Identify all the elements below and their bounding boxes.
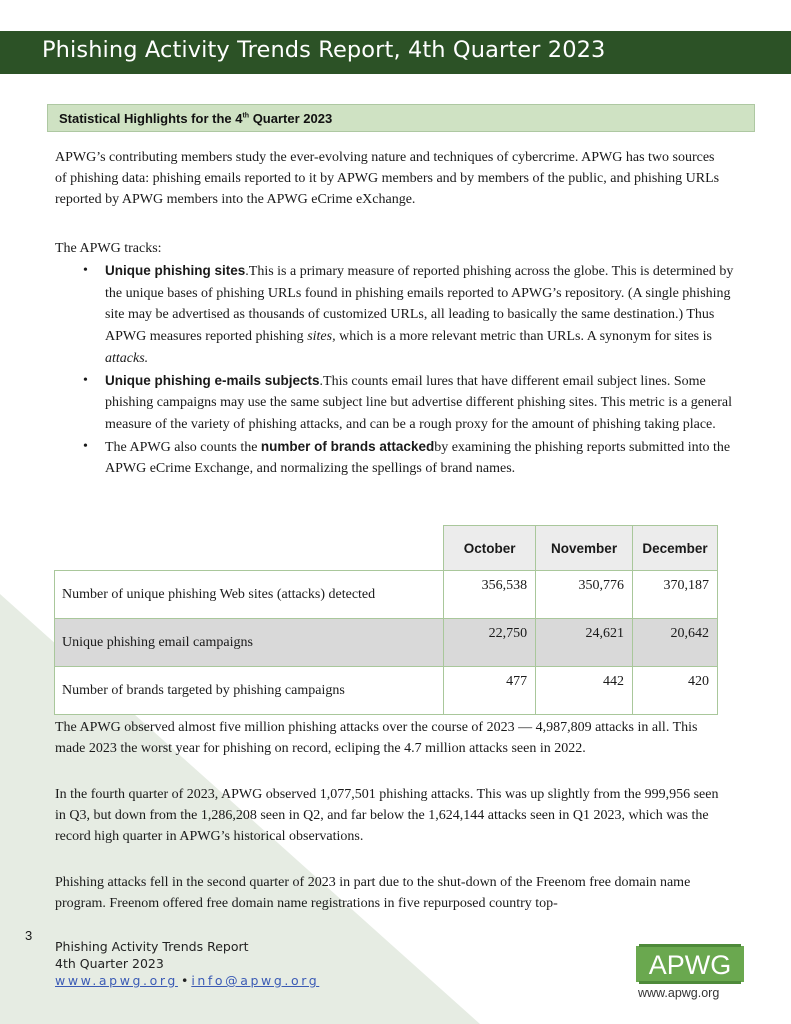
- logo-top-band: [639, 944, 741, 947]
- table-row: [55, 667, 718, 715]
- bullet-term: number of brands attacked: [260, 438, 435, 454]
- quarterly-paragraph: In the fourth quarter of 2023, APWG observed 1,077,501 phishing attacks. This was up slightly from the 999,956 seen in Q3, but down from the 1,286,208 seen in Q2, and far below the 1,624,144 attacks seen in Q1 2023, which was the record high quarter in APWG’s historical observations.: [55, 787, 719, 844]
- freenom-paragraph: Phishing attacks fell in the second quarter of 2023 in part due to the shut-down of the Freenom free domain name program. Freenom offered free domain name registrations in five repurposed country top-: [55, 875, 691, 911]
- footer-quarter: 4th Quarter 2023: [55, 956, 164, 971]
- section-heading-bar: [47, 104, 755, 132]
- bullet-term: Unique phishing e-mails subjects: [105, 372, 320, 388]
- bullet-term: Unique phishing sites: [105, 263, 246, 278]
- section-heading-sup: th: [242, 112, 250, 120]
- bullet-marker: •: [83, 372, 88, 388]
- email-link[interactable]: info@apwg.org: [191, 973, 320, 988]
- cell-value: 20,642: [633, 619, 718, 667]
- report-title: Phishing Activity Trends Report, 4th Quarter 2023: [42, 37, 606, 63]
- bullet-text: The APWG also counts the: [105, 439, 261, 455]
- cell-value: 477: [444, 667, 536, 715]
- statistics-table: [54, 525, 718, 715]
- page-number: 3: [25, 928, 33, 943]
- bullet-italic: attacks.: [105, 350, 149, 366]
- row-label: Unique phishing email campaigns: [55, 619, 444, 667]
- list-item: [55, 370, 735, 436]
- list-item: [55, 436, 735, 480]
- cell-value: 22,750: [444, 619, 536, 667]
- row-label: Number of unique phishing Web sites (attacks) detected: [55, 571, 444, 619]
- table-header-blank: [55, 526, 444, 571]
- cell-value: 370,187: [633, 571, 718, 619]
- apwg-logo: [636, 944, 744, 984]
- annual-summary-paragraph: The APWG observed almost five million phishing attacks over the course of 2023 — 4,987,809 attacks in all. This made 2023 the worst year for phishing on record, ecliping the 4.7 million attacks seen in 2022.: [55, 720, 698, 756]
- tracks-label: The APWG tracks:: [55, 241, 162, 256]
- header-bar: [0, 31, 791, 74]
- bullet-text: by examining the phishing reports submitted into the APWG eCrime Exchange, and normalizing the spellings of brand names.: [105, 439, 731, 477]
- list-item: [55, 260, 735, 370]
- cell-value: 356,538: [444, 571, 536, 619]
- logo-text: APWG: [648, 950, 732, 980]
- intro-paragraph: APWG’s contributing members study the ever-evolving nature and techniques of cybercrime. APWG has two sources of phishing data: phishing emails reported to it by APWG members and by members of the public, and phishing URLs reported by APWG members into the APWG eCrime eXchange.: [55, 150, 720, 207]
- logo-bottom-band: [639, 981, 741, 984]
- link-separator: •: [180, 973, 189, 988]
- footer-report-name: Phishing Activity Trends Report: [55, 939, 249, 954]
- table-row: [55, 619, 718, 667]
- section-heading-prefix: Statistical Highlights for the 4: [59, 111, 243, 126]
- logo-url: www.apwg.org: [638, 986, 720, 1000]
- table-header-november: November: [536, 526, 633, 571]
- bullet-marker: •: [83, 438, 88, 454]
- bullet-text: which is a more relevant metric than URLs. A synonym for sites is: [335, 329, 712, 345]
- bullet-marker: •: [83, 263, 88, 278]
- cell-value: 350,776: [536, 571, 633, 619]
- section-heading: [59, 111, 332, 126]
- bullet-italic: sites,: [307, 329, 336, 345]
- cell-value: 24,621: [536, 619, 633, 667]
- bullet-text: .This is a primary measure of reported phishing across the globe. This is determined by the unique bases of phishing URLs found in phishing emails reported to APWG’s repository. (A single phishing site may be advertised as thousands of customized URLs, all leading to basically the same destination.) Thus APWG measures reported phishing: [105, 264, 734, 345]
- table-row: [55, 571, 718, 619]
- section-heading-suffix: Quarter 2023: [249, 111, 333, 126]
- footer-links: [55, 972, 319, 989]
- footer: [55, 938, 319, 989]
- website-link[interactable]: www.apwg.org: [55, 973, 178, 988]
- table-header-row: [55, 526, 718, 571]
- row-label: Number of brands targeted by phishing campaigns: [55, 667, 444, 715]
- tracks-list: [55, 260, 735, 480]
- cell-value: 442: [536, 667, 633, 715]
- bullet-text: .This counts email lures that have different email subject lines. Some phishing campaigns may use the same subject line but advertise different phishing sites. This metric is a general measure of the variety of phishing attacks, and can be a rough proxy for the amount of phishing taking place.: [105, 373, 732, 432]
- cell-value: 420: [633, 667, 718, 715]
- table-header-december: December: [633, 526, 718, 571]
- table-header-october: October: [444, 526, 536, 571]
